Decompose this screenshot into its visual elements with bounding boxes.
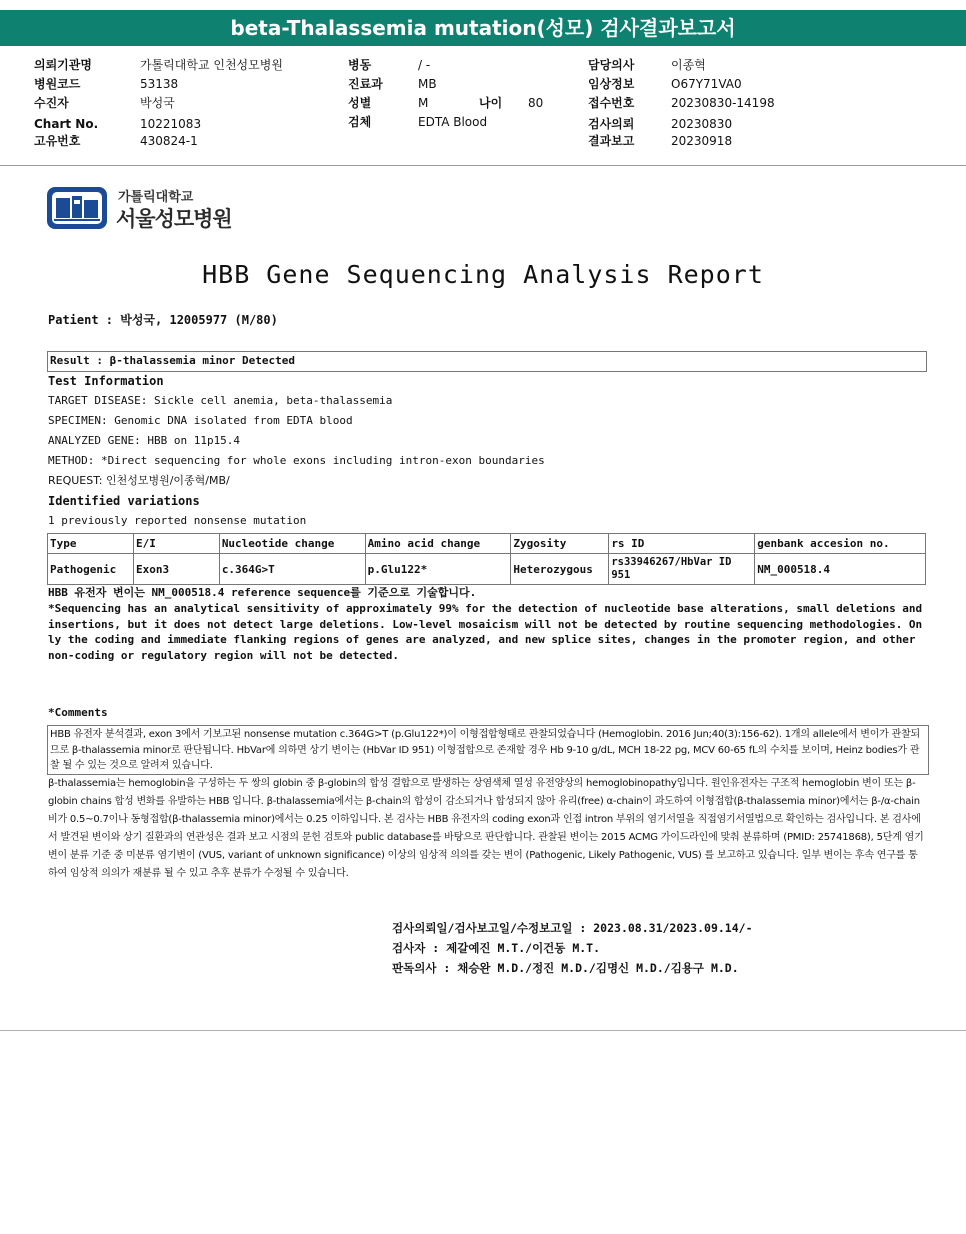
- analyzed-gene: ANALYZED GENE: HBB on 11p15.4: [48, 434, 241, 447]
- variant-table-header: [48, 534, 926, 554]
- header-exon-intron: E/I: [133, 534, 219, 554]
- variations-count: 1 previously reported nonsense mutation: [48, 514, 307, 527]
- label-chart-no: Chart No.: [34, 117, 99, 131]
- report-dates: 검사의뢰일/검사보고일/수정보고일 : 2023.08.31/2023.09.14/-: [392, 921, 753, 935]
- comments-heading: *Comments: [48, 706, 108, 719]
- label-doctor: 담당의사: [588, 58, 635, 72]
- value-ward: / -: [418, 58, 431, 72]
- label-sex: 성별: [348, 96, 372, 110]
- specimen-line: SPECIMEN: Genomic DNA isolated from EDTA blood: [48, 414, 353, 427]
- variations-heading: Identified variations: [48, 494, 200, 508]
- comments-box: HBB 유전자 분석결과, exon 3에서 기보고된 nonsense mutation c.364G>T (p.Glu122*)이 이형접합형태로 관찰되었습니다 (Hemoglobin. 2016 Jun;40(3):156-62). 1개의 allele에서 변이가 관찰되므로 β-thalassemia minor로 판단됩니다. HbVar에 의하면 상기 변이는 (HbVar ID 951) 이형접합으로 존재할 경우 Hb 9-10 g/dL, MCH 18-22 pg, MCV 60-65 fL의 수치를 보이며, Heinz bodies가 관찰 될 수 있는 것으로 알려져 있습니다.: [47, 725, 929, 775]
- header-divider: [0, 165, 966, 166]
- value-doctor: 이종혁: [671, 58, 706, 72]
- value-hospital-code: 53138: [140, 77, 179, 91]
- label-request-date: 검사의뢰: [588, 117, 635, 131]
- label-department: 진료과: [348, 77, 383, 91]
- header-amino-acid-change: Amino acid change: [365, 534, 511, 554]
- sensitivity-note: *Sequencing has an analytical sensitivity of approximately 99% for the detection of nucleotide base alterations, small deletions and insertions, but it does not detect large deletions. Low-level mosaicism will not be detected by routine sequencing methodologies. Only the coding and immediate flanking regions of genes are analyzed, and new splice sites, changes in the promoter region, and other non-coding or regulatory region will not be detected.: [48, 602, 923, 662]
- label-age: 나이: [479, 96, 503, 110]
- reference-note: HBB 유전자 변이는 NM_000518.4 reference sequence를 기준으로 기술합니다.: [48, 586, 477, 599]
- target-disease: TARGET DISEASE: Sickle cell anemia, beta-thalassemia: [48, 394, 393, 407]
- cell-nucleotide-change: c.364G>T: [219, 554, 365, 585]
- cell-amino-acid-change: p.Glu122*: [365, 554, 511, 585]
- header-nucleotide-change: Nucleotide change: [219, 534, 365, 554]
- value-specimen: EDTA Blood: [418, 115, 488, 129]
- test-info-heading: Test Information: [48, 374, 164, 388]
- value-report-date: 20230918: [671, 134, 733, 148]
- report-title: HBB Gene Sequencing Analysis Report: [202, 260, 764, 289]
- cell-exon-intron: Exon3: [133, 554, 219, 585]
- cell-type: Pathogenic: [48, 554, 134, 585]
- variant-table: [47, 533, 926, 585]
- value-age: 80: [528, 96, 544, 110]
- label-hospital-code: 병원코드: [34, 77, 81, 91]
- method-line: METHOD: *Direct sequencing for whole exons including intron-exon boundaries: [48, 454, 545, 467]
- cell-zygosity: Heterozygous: [511, 554, 609, 585]
- value-department: MB: [418, 77, 437, 91]
- value-chart-no: 10221083: [140, 117, 202, 131]
- footer-divider: [0, 1030, 966, 1031]
- logo-university: 가톨릭대학교: [118, 190, 194, 205]
- comments-body: β-thalassemia는 hemoglobin을 구성하는 두 쌍의 globin 중 β-globin의 합성 결합으로 발생하는 상염색체 열성 유전양상의 hemoglobinopathy입니다. 원인유전자는 구조적 hemoglobin 변이 또는 β-globin chains 합성 변화를 유발하는 HBB 입니다. β-thalassemia에서는 β-chain의 합성이 감소되거나 합성되지 않아 유리(free) α-chain이 과도하여 이형접합(β-thalassemia minor)에서는 β-/α-chain 비가 0.5~0.7이나 동형접합(β-thalassemia minor)에서는 0.25 이하입니다. 본 검사는 HBB 유전자의 coding exon과 인접 intron 부위의 염기서열을 직접염기서열법으로 확인하는 검사입니다. 본 검사에서 발견된 변이와 상기 질환과의 연관성은 결과 보고 시점의 문헌 검토와 public database를 바탕으로 판단합니다. 관찰된 변이는 2015 ACMG 가이드라인에 맞춰 분류하며 (PMID: 25741868), 5단계 염기변이 분류 기준 중 미분류 염기변이 (VUS, variant of unknown significance) 이상의 임상적 의의를 갖는 변이 (Pathogenic, Likely Pathogenic, VUS) 를 보고하고 있습니다. 일부 변이는 후속 연구를 통하여 임상적 의의가 재분류 될 수 있고 추후 분류가 수정될 수 있습니다.: [48, 778, 924, 879]
- technicians: 검사자 : 제갈예진 M.T./이건동 M.T.: [392, 941, 601, 955]
- label-clinical-info: 임상정보: [588, 77, 635, 91]
- header-rs-id: rs ID: [609, 534, 755, 554]
- header-genbank: genbank accesion no.: [755, 534, 926, 554]
- value-unique-no: 430824-1: [140, 134, 198, 148]
- value-request-date: 20230830: [671, 117, 733, 131]
- value-sex: M: [418, 96, 429, 110]
- header-type: Type: [48, 534, 134, 554]
- label-receipt-no: 접수번호: [588, 96, 635, 110]
- cell-genbank: NM_000518.4: [755, 554, 926, 585]
- cell-rs-id: rs33946267/HbVar ID 951: [609, 554, 755, 585]
- label-patient: 수진자: [34, 96, 69, 110]
- result-line: Result : β-thalassemia minor Detected: [50, 354, 296, 367]
- logo-hospital: 서울성모병원: [116, 207, 232, 231]
- request-line: REQUEST: 인천성모병원/이종혁/MB/: [48, 474, 230, 487]
- patient-line: Patient : 박성국, 12005977 (M/80): [48, 313, 278, 327]
- value-clinical-info: O67Y71VA0: [671, 77, 742, 91]
- table-row: [48, 554, 926, 585]
- report-title-bar: beta-Thalassemia mutation(성모) 검사결과보고서: [0, 10, 966, 46]
- label-report-date: 결과보고: [588, 134, 635, 148]
- value-receipt-no: 20230830-14198: [671, 96, 775, 110]
- label-ward: 병동: [348, 58, 372, 72]
- value-institution: 가톨릭대학교 인천성모병원: [140, 58, 283, 72]
- value-patient: 박성국: [140, 96, 175, 110]
- reading-doctors: 판독의사 : 채승완 M.D./정진 M.D./김명신 M.D./김용구 M.D.: [392, 961, 739, 975]
- label-unique-no: 고유번호: [34, 134, 81, 148]
- label-specimen: 검체: [348, 115, 372, 129]
- hospital-logo-icon: [46, 186, 108, 230]
- label-institution: 의뢰기관명: [34, 58, 92, 72]
- header-zygosity: Zygosity: [511, 534, 609, 554]
